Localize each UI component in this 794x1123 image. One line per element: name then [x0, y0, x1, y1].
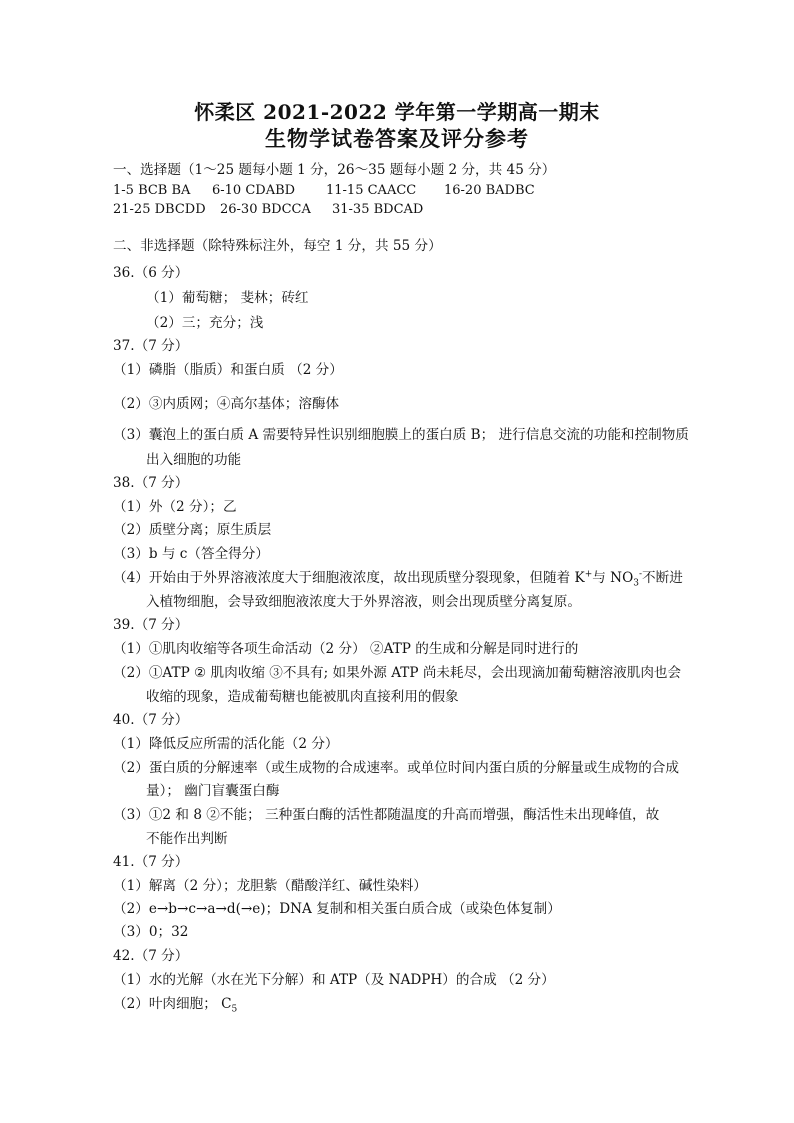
- q41-answer-1: （1）解离（2 分）；龙胆紫（醋酸洋红、碱性染料）: [113, 878, 427, 894]
- q37-title: 37.（7 分）: [113, 338, 189, 354]
- q36-title: 36.（6 分）: [113, 265, 189, 281]
- q39-answer-2: （2）①ATP ② 肌肉收缩 ③不具有; 如果外源 ATP 尚未耗尽，会出现滴加葡萄糖溶液肌肉也会: [113, 665, 682, 681]
- q41-title: 41.（7 分）: [113, 854, 189, 870]
- mc-answer-21-25: 21-25 DBCDD: [113, 202, 206, 217]
- q38-answer-4-cont: 入植物细胞，会导致细胞液浓度大于外界溶液，则会出现质壁分离复原。: [146, 594, 581, 610]
- mc-answer-1-5: 1-5 BCB BA: [113, 183, 191, 198]
- mc-answer-11-15: 11-15 CAACC: [326, 183, 417, 198]
- q38-answer-3: （3）b 与 c（答全得分）: [113, 546, 269, 562]
- q38-answer-2: （2）质壁分离；原生质层: [113, 522, 272, 538]
- q38-answer-1: （1）外（2 分）；乙: [113, 499, 237, 515]
- q40-answer-2-cont: 量）； 幽门盲囊蛋白酶: [146, 783, 280, 799]
- part2-heading: 二、非选择题（除特殊标注外，每空 1 分，共 55 分）: [113, 238, 442, 254]
- q42-title: 42.（7 分）: [113, 948, 189, 964]
- q38-title: 38.（7 分）: [113, 475, 189, 491]
- part1-heading: 一、选择题（1～25 题每小题 1 分，26～35 题每小题 2 分，共 45 分）: [113, 162, 556, 178]
- q41-answer-2: （2）e→b→c→a→d(→e)；DNA 复制和相关蛋白质合成（或染色体复制）: [113, 901, 561, 917]
- q40-answer-2: （2）蛋白质的分解速率（或生成物的合成速率。或单位时间内蛋白质的分解量或生成物的合成: [113, 760, 679, 776]
- mc-answer-16-20: 16-20 BADBC: [444, 183, 535, 198]
- q36-answer-1: （1）葡萄糖； 斐林；砖红: [146, 290, 309, 306]
- q37-answer-3-cont: 出入细胞的功能: [146, 452, 242, 468]
- document-subtitle: 生物学试卷答案及评分参考: [265, 126, 529, 151]
- mc-answer-31-35: 31-35 BDCAD: [332, 202, 424, 217]
- q41-answer-3: （3）0；32: [113, 924, 189, 940]
- q39-title: 39.（7 分）: [113, 617, 189, 633]
- q37-answer-1: （1）磷脂（脂质）和蛋白质 （2 分）: [113, 362, 343, 378]
- q36-answer-2: （2）三；充分；浅: [146, 315, 264, 331]
- q37-answer-2: （2）③内质网；④高尔基体；溶酶体: [113, 396, 340, 412]
- q40-answer-1: （1）降低反应所需的活化能（2 分）: [113, 736, 339, 752]
- q42-answer-1: （1）水的光解（水在光下分解）和 ATP（及 NADPH）的合成 （2 分）: [113, 972, 555, 988]
- mc-answer-26-30: 26-30 BDCCA: [220, 202, 311, 217]
- q39-answer-1: （1）①肌肉收缩等各项生命活动（2 分） ②ATP 的生成和分解是同时进行的: [113, 641, 579, 657]
- q37-answer-3: （3）囊泡上的蛋白质 A 需要特异性识别细胞膜上的蛋白质 B； 进行信息交流的功能和控制物质: [113, 427, 689, 443]
- q38-answer-4: （4）开始由于外界溶液浓度大于细胞液浓度，故出现质壁分裂现象，但随着 K+与 $NO_3^-$不断进: [113, 569, 683, 589]
- document-title: 怀柔区 2021-2022 学年第一学期高一期末: [194, 100, 600, 124]
- q40-title: 40.（7 分）: [113, 712, 189, 728]
- q40-answer-3: （3）①2 和 8 ②不能； 三种蛋白酶的活性都随温度的升高而增强，酶活性未出现峰值，故: [113, 807, 660, 823]
- q42-answer-2: （2）叶肉细胞； $C_5$: [113, 996, 238, 1015]
- q40-answer-3-cont: 不能作出判断: [146, 831, 228, 847]
- mc-answer-6-10: 6-10 CDABD: [212, 183, 296, 198]
- q39-answer-2-cont: 收缩的现象，造成葡萄糖也能被肌肉直接利用的假象: [146, 689, 459, 705]
